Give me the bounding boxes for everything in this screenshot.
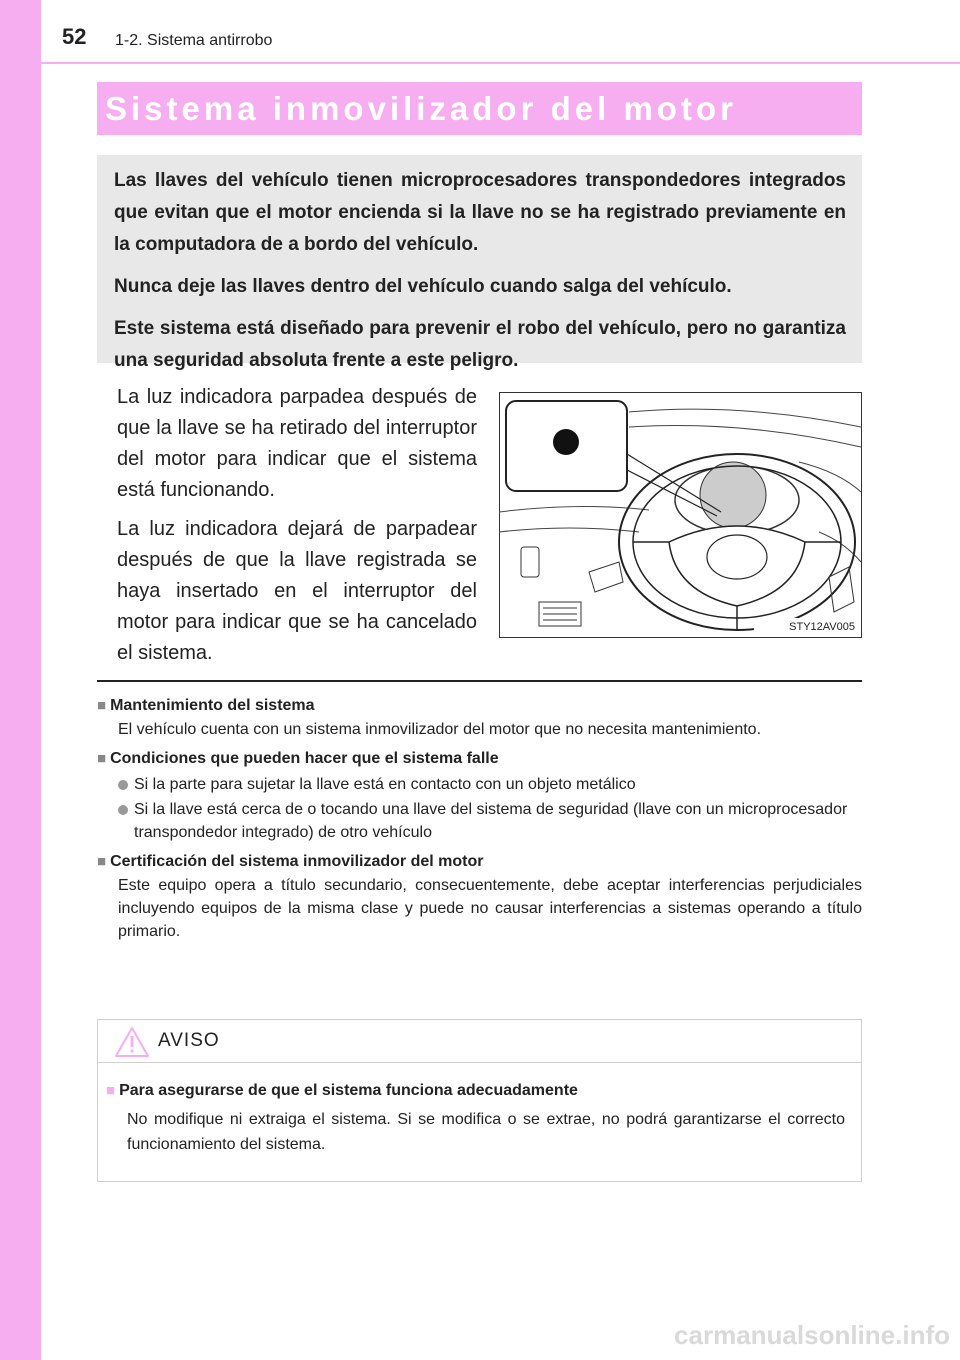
note-failure-conditions [97,747,862,844]
chapter-side-tab [0,0,41,1360]
footer-watermark: carmanualsonline.info [674,1320,950,1350]
warning-triangle-icon [114,1026,150,1058]
section-divider [97,680,862,682]
warning-body [98,1063,861,1157]
note-heading: Condiciones que pueden hacer que el sistema falle [110,750,499,767]
square-bullet-icon: ■ [97,853,107,870]
intro-paragraph: Nunca deje las llaves dentro del vehículo cuando salga del vehículo. [114,276,732,297]
note-certification [97,850,862,943]
steering-wheel-drawing [499,392,862,638]
description-paragraph: La luz indicadora dejará de parpadear después de que la llave registrada se haya insertado en el interruptor del motor para indicar que se ha cancelado el sistema. [117,518,477,664]
circle-bullet-icon [118,805,128,815]
warning-heading: Para asegurarse de que el sistema funciona adecuadamente [119,1082,578,1099]
note-body: Este equipo opera a título secundario, consecuentemente, debe aceptar interferencias perjudiciales incluyendo equipos de la misma clase y puede no causar interferencias a sistemas operando a título primario. [118,877,862,940]
note-heading: Certificación del sistema inmovilizador del motor [110,853,484,870]
note-body: El vehículo cuenta con un sistema inmovilizador del motor que no necesita mantenimiento. [118,721,762,738]
page-title: Sistema inmovilizador del motor [105,90,737,127]
indicator-light-icon [553,429,579,455]
description [117,382,477,677]
section-title: 1-2. Sistema antirrobo [115,32,273,49]
description-paragraph: La luz indicadora parpadea después de que la llave se ha retirado del interruptor del motor para indicar que el sistema está funcionando. [117,386,477,501]
notes-section [97,694,862,949]
illustration-code: STY12AV005 [789,621,855,633]
title-band [97,82,862,135]
square-bullet-icon: ■ [97,750,107,767]
intro-paragraph: Este sistema está diseñado para prevenir el robo del vehículo, pero no garantiza una seguridad absoluta frente a este peligro. [114,318,846,371]
dashboard-illustration [499,392,862,638]
warning-label: AVISO [158,1030,220,1051]
circle-bullet-icon [118,780,128,790]
intro-box [97,155,862,371]
intro-paragraph: Las llaves del vehículo tienen microprocesadores transpondedores integrados que evitan que el motor encienda si la llave no se ha registrado previamente en la computadora de a bordo del vehículo. [114,170,846,255]
warning-header [98,1020,861,1063]
square-bullet-icon: ■ [97,697,107,714]
note-heading: Mantenimiento del sistema [110,697,315,714]
note-maintenance [97,694,862,741]
warning-text: No modifique ni extraiga el sistema. Si se modifica o se extrae, no podrá garantizarse el correcto funcionamiento del sistema. [127,1111,845,1153]
square-bullet-icon: ■ [106,1082,116,1099]
list-item: Si la llave está cerca de o tocando una llave del sistema de seguridad (llave con un microprocesador transpondedor integrado) de otro vehículo [118,798,862,844]
list-item: Si la parte para sujetar la llave está en contacto con un objeto metálico [118,773,862,796]
header-rule [41,62,960,64]
warning-box [97,1019,862,1182]
page-number: 52 [62,24,87,49]
